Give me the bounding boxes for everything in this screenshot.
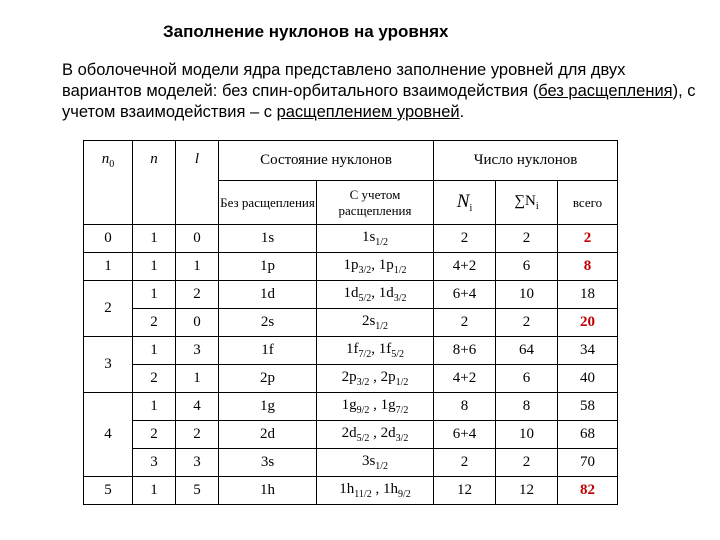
cell-split: $3s_{1/2}$ <box>317 449 434 477</box>
cell-n: 1 <box>133 393 176 421</box>
cell-ni: 6+4 <box>434 421 496 449</box>
cell-state: 1f <box>219 337 317 365</box>
cell-ni: 4+2 <box>434 365 496 393</box>
cell-n0: 1 <box>84 253 133 281</box>
cell-sum: 64 <box>496 337 558 365</box>
cell-sum: 6 <box>496 253 558 281</box>
cell-total: 40 <box>558 365 618 393</box>
cell-sum: 2 <box>496 225 558 253</box>
table-row <box>84 393 618 421</box>
cell-ni: 2 <box>434 225 496 253</box>
cell-ni: 8 <box>434 393 496 421</box>
header-no-split: Без расщепления <box>219 181 317 225</box>
header-sum: $\sum N_i$ <box>496 181 558 225</box>
cell-split: $1f_{7/2}$, $1f_{5/2}$ <box>317 337 434 365</box>
cell-ni: 4+2 <box>434 253 496 281</box>
cell-sum: 12 <box>496 477 558 505</box>
table-row <box>84 421 618 449</box>
cell-state: 1d <box>219 281 317 309</box>
cell-split: $2p_{3/2}$ , $2p_{1/2}$ <box>317 365 434 393</box>
cell-total: 2 <box>558 225 618 253</box>
cell-split: $1s_{1/2}$ <box>317 225 434 253</box>
cell-total: 34 <box>558 337 618 365</box>
cell-n: 1 <box>133 225 176 253</box>
cell-sum: 10 <box>496 421 558 449</box>
table-row <box>84 253 618 281</box>
cell-n: 2 <box>133 365 176 393</box>
cell-l: 1 <box>176 365 219 393</box>
table-row <box>84 281 618 309</box>
cell-n: 1 <box>133 477 176 505</box>
cell-l: 0 <box>176 225 219 253</box>
cell-sum: 2 <box>496 309 558 337</box>
header-total: всего <box>558 181 618 225</box>
cell-state: 1s <box>219 225 317 253</box>
cell-state: 2d <box>219 421 317 449</box>
table-row <box>84 365 618 393</box>
cell-total: 18 <box>558 281 618 309</box>
table-row <box>84 477 618 505</box>
cell-split: $2d_{5/2}$ , $2d_{3/2}$ <box>317 421 434 449</box>
cell-n0: 3 <box>84 337 133 393</box>
header-count: Число нуклонов <box>434 141 618 181</box>
cell-split: $2s_{1/2}$ <box>317 309 434 337</box>
cell-n: 2 <box>133 309 176 337</box>
cell-state: 2p <box>219 365 317 393</box>
cell-ni: 6+4 <box>434 281 496 309</box>
intro-text-2: ), с учетом взаимодействия – с <box>62 82 696 121</box>
cell-ni: 2 <box>434 309 496 337</box>
cell-l: 2 <box>176 421 219 449</box>
cell-l: 3 <box>176 337 219 365</box>
cell-sum: 2 <box>496 449 558 477</box>
table-row <box>84 225 618 253</box>
cell-l: 2 <box>176 281 219 309</box>
link-no-split[interactable]: без расщепления <box>538 82 673 100</box>
cell-sum: 8 <box>496 393 558 421</box>
table-row <box>84 449 618 477</box>
cell-sum: 6 <box>496 365 558 393</box>
nucleon-table <box>83 140 618 505</box>
cell-total: 20 <box>558 309 618 337</box>
cell-l: 3 <box>176 449 219 477</box>
cell-total: 68 <box>558 421 618 449</box>
cell-split: $1h_{11/2}$ , $1h_{9/2}$ <box>317 477 434 505</box>
cell-n: 2 <box>133 421 176 449</box>
cell-l: 4 <box>176 393 219 421</box>
cell-n: 1 <box>133 337 176 365</box>
link-with-split[interactable]: расщеплением уровней <box>276 103 460 121</box>
intro-text-3: . <box>459 103 465 121</box>
page-title: Заполнение нуклонов на уровнях <box>163 22 449 41</box>
cell-n0: 5 <box>84 477 133 505</box>
header-l: l <box>176 141 219 225</box>
table-body <box>84 225 618 505</box>
cell-ni: 8+6 <box>434 337 496 365</box>
cell-n: 3 <box>133 449 176 477</box>
cell-total: 8 <box>558 253 618 281</box>
cell-ni: 12 <box>434 477 496 505</box>
cell-split: $1g_{9/2}$ , $1g_{7/2}$ <box>317 393 434 421</box>
intro-paragraph <box>62 60 702 123</box>
cell-total: 82 <box>558 477 618 505</box>
header-with-split: С учетом расщепления <box>317 181 434 225</box>
cell-total: 58 <box>558 393 618 421</box>
cell-n0: 0 <box>84 225 133 253</box>
cell-l: 1 <box>176 253 219 281</box>
header-ni: $N_i$ <box>434 181 496 225</box>
header-state: Состояние нуклонов <box>219 141 434 181</box>
cell-total: 70 <box>558 449 618 477</box>
cell-state: 1p <box>219 253 317 281</box>
cell-l: 0 <box>176 309 219 337</box>
cell-n0: 2 <box>84 281 133 337</box>
cell-l: 5 <box>176 477 219 505</box>
cell-split: $1p_{3/2}$, $1p_{1/2}$ <box>317 253 434 281</box>
cell-sum: 10 <box>496 281 558 309</box>
header-n: n <box>133 141 176 225</box>
cell-n0: 4 <box>84 393 133 477</box>
cell-ni: 2 <box>434 449 496 477</box>
cell-n: 1 <box>133 281 176 309</box>
cell-state: 1g <box>219 393 317 421</box>
cell-state: 2s <box>219 309 317 337</box>
cell-n: 1 <box>133 253 176 281</box>
cell-state: 1h <box>219 477 317 505</box>
cell-split: $1d_{5/2}$, $1d_{3/2}$ <box>317 281 434 309</box>
table-row <box>84 309 618 337</box>
table-row <box>84 337 618 365</box>
intro-text-1: В оболочечной модели ядра представлено заполнение уровней для двух вариантов моделей: без спин-орбитального взаимодействия ( <box>62 61 626 100</box>
cell-state: 3s <box>219 449 317 477</box>
header-n0: $n_0$ <box>84 141 133 225</box>
